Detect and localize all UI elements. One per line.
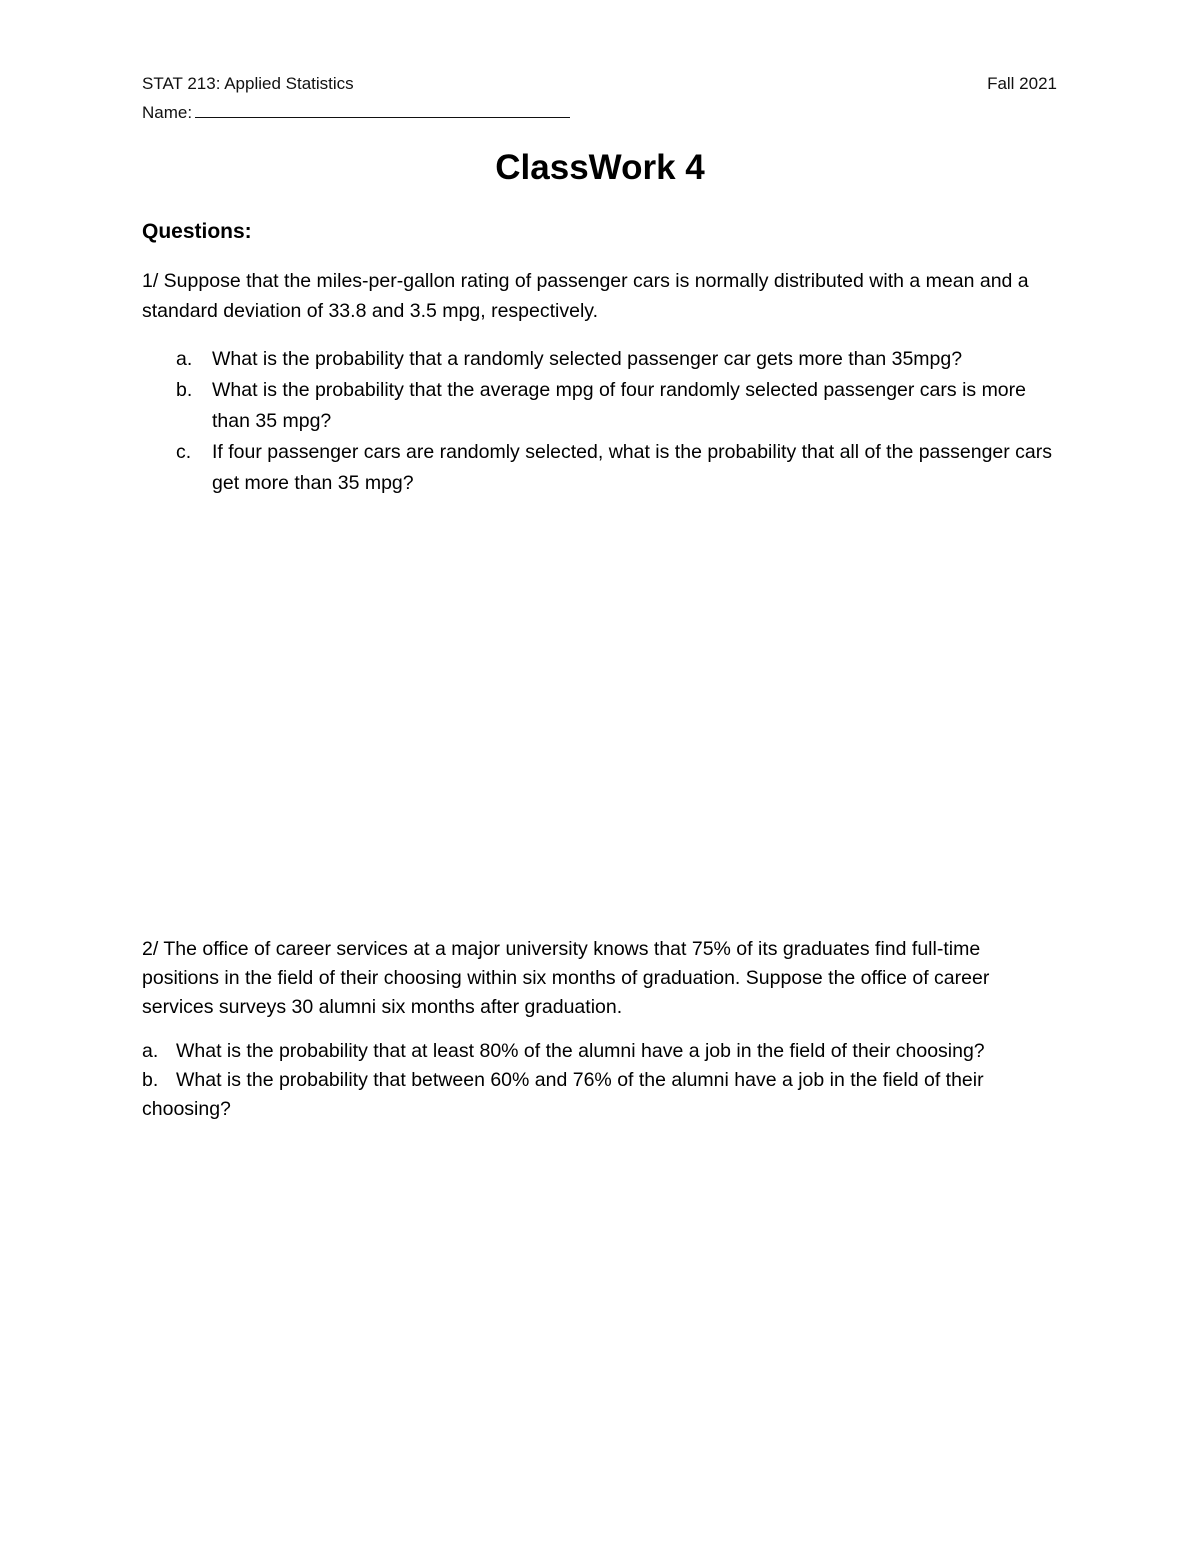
question-2-part-a	[142, 1037, 1062, 1066]
question-2-part-b	[142, 1066, 1062, 1124]
question-1-part-c	[142, 437, 1062, 499]
part-letter: a.	[142, 1040, 159, 1062]
part-letter: b.	[176, 379, 193, 401]
question-1-part-a	[142, 344, 1062, 375]
course-title: STAT 213: Applied Statistics	[142, 74, 354, 93]
page-title: ClassWork 4	[495, 148, 705, 187]
question-1-parts	[142, 344, 1062, 499]
part-letter: a.	[176, 348, 193, 370]
part-text: What is the probability that between 60% and 76% of the alumni have a job in the field of their choosing?	[142, 1069, 984, 1120]
part-text: If four passenger cars are randomly selected, what is the probability that all of the passenger cars get more than 35 mpg?	[212, 441, 1053, 494]
questions-heading: Questions:	[142, 220, 252, 243]
part-letter: c.	[176, 441, 192, 463]
part-text: What is the probability that at least 80% of the alumni have a job in the field of their choosing?	[176, 1040, 985, 1062]
term-label: Fall 2021	[987, 74, 1057, 93]
part-letter: b.	[142, 1069, 159, 1091]
question-1-part-b	[142, 375, 1062, 437]
question-2-parts	[142, 1037, 1062, 1124]
name-row	[142, 101, 570, 123]
part-text: What is the probability that the average mpg of four randomly selected passenger cars is more than 35 mpg?	[212, 379, 1026, 432]
part-text: What is the probability that a randomly selected passenger car gets more than 35mpg?	[212, 348, 963, 370]
question-1-text: 1/ Suppose that the miles-per-gallon rating of passenger cars is normally distributed with a mean and a standard deviation of 33.8 and 3.5 mpg, respectively.	[142, 270, 1029, 322]
name-blank-line	[195, 101, 570, 118]
question-2-text: 2/ The office of career services at a major university knows that 75% of its graduates find full-time positions in the field of their choosing within six months of graduation. Suppose the office of career services surveys 30 alumni six months after graduation.	[142, 938, 990, 1018]
name-label: Name:	[142, 103, 193, 122]
